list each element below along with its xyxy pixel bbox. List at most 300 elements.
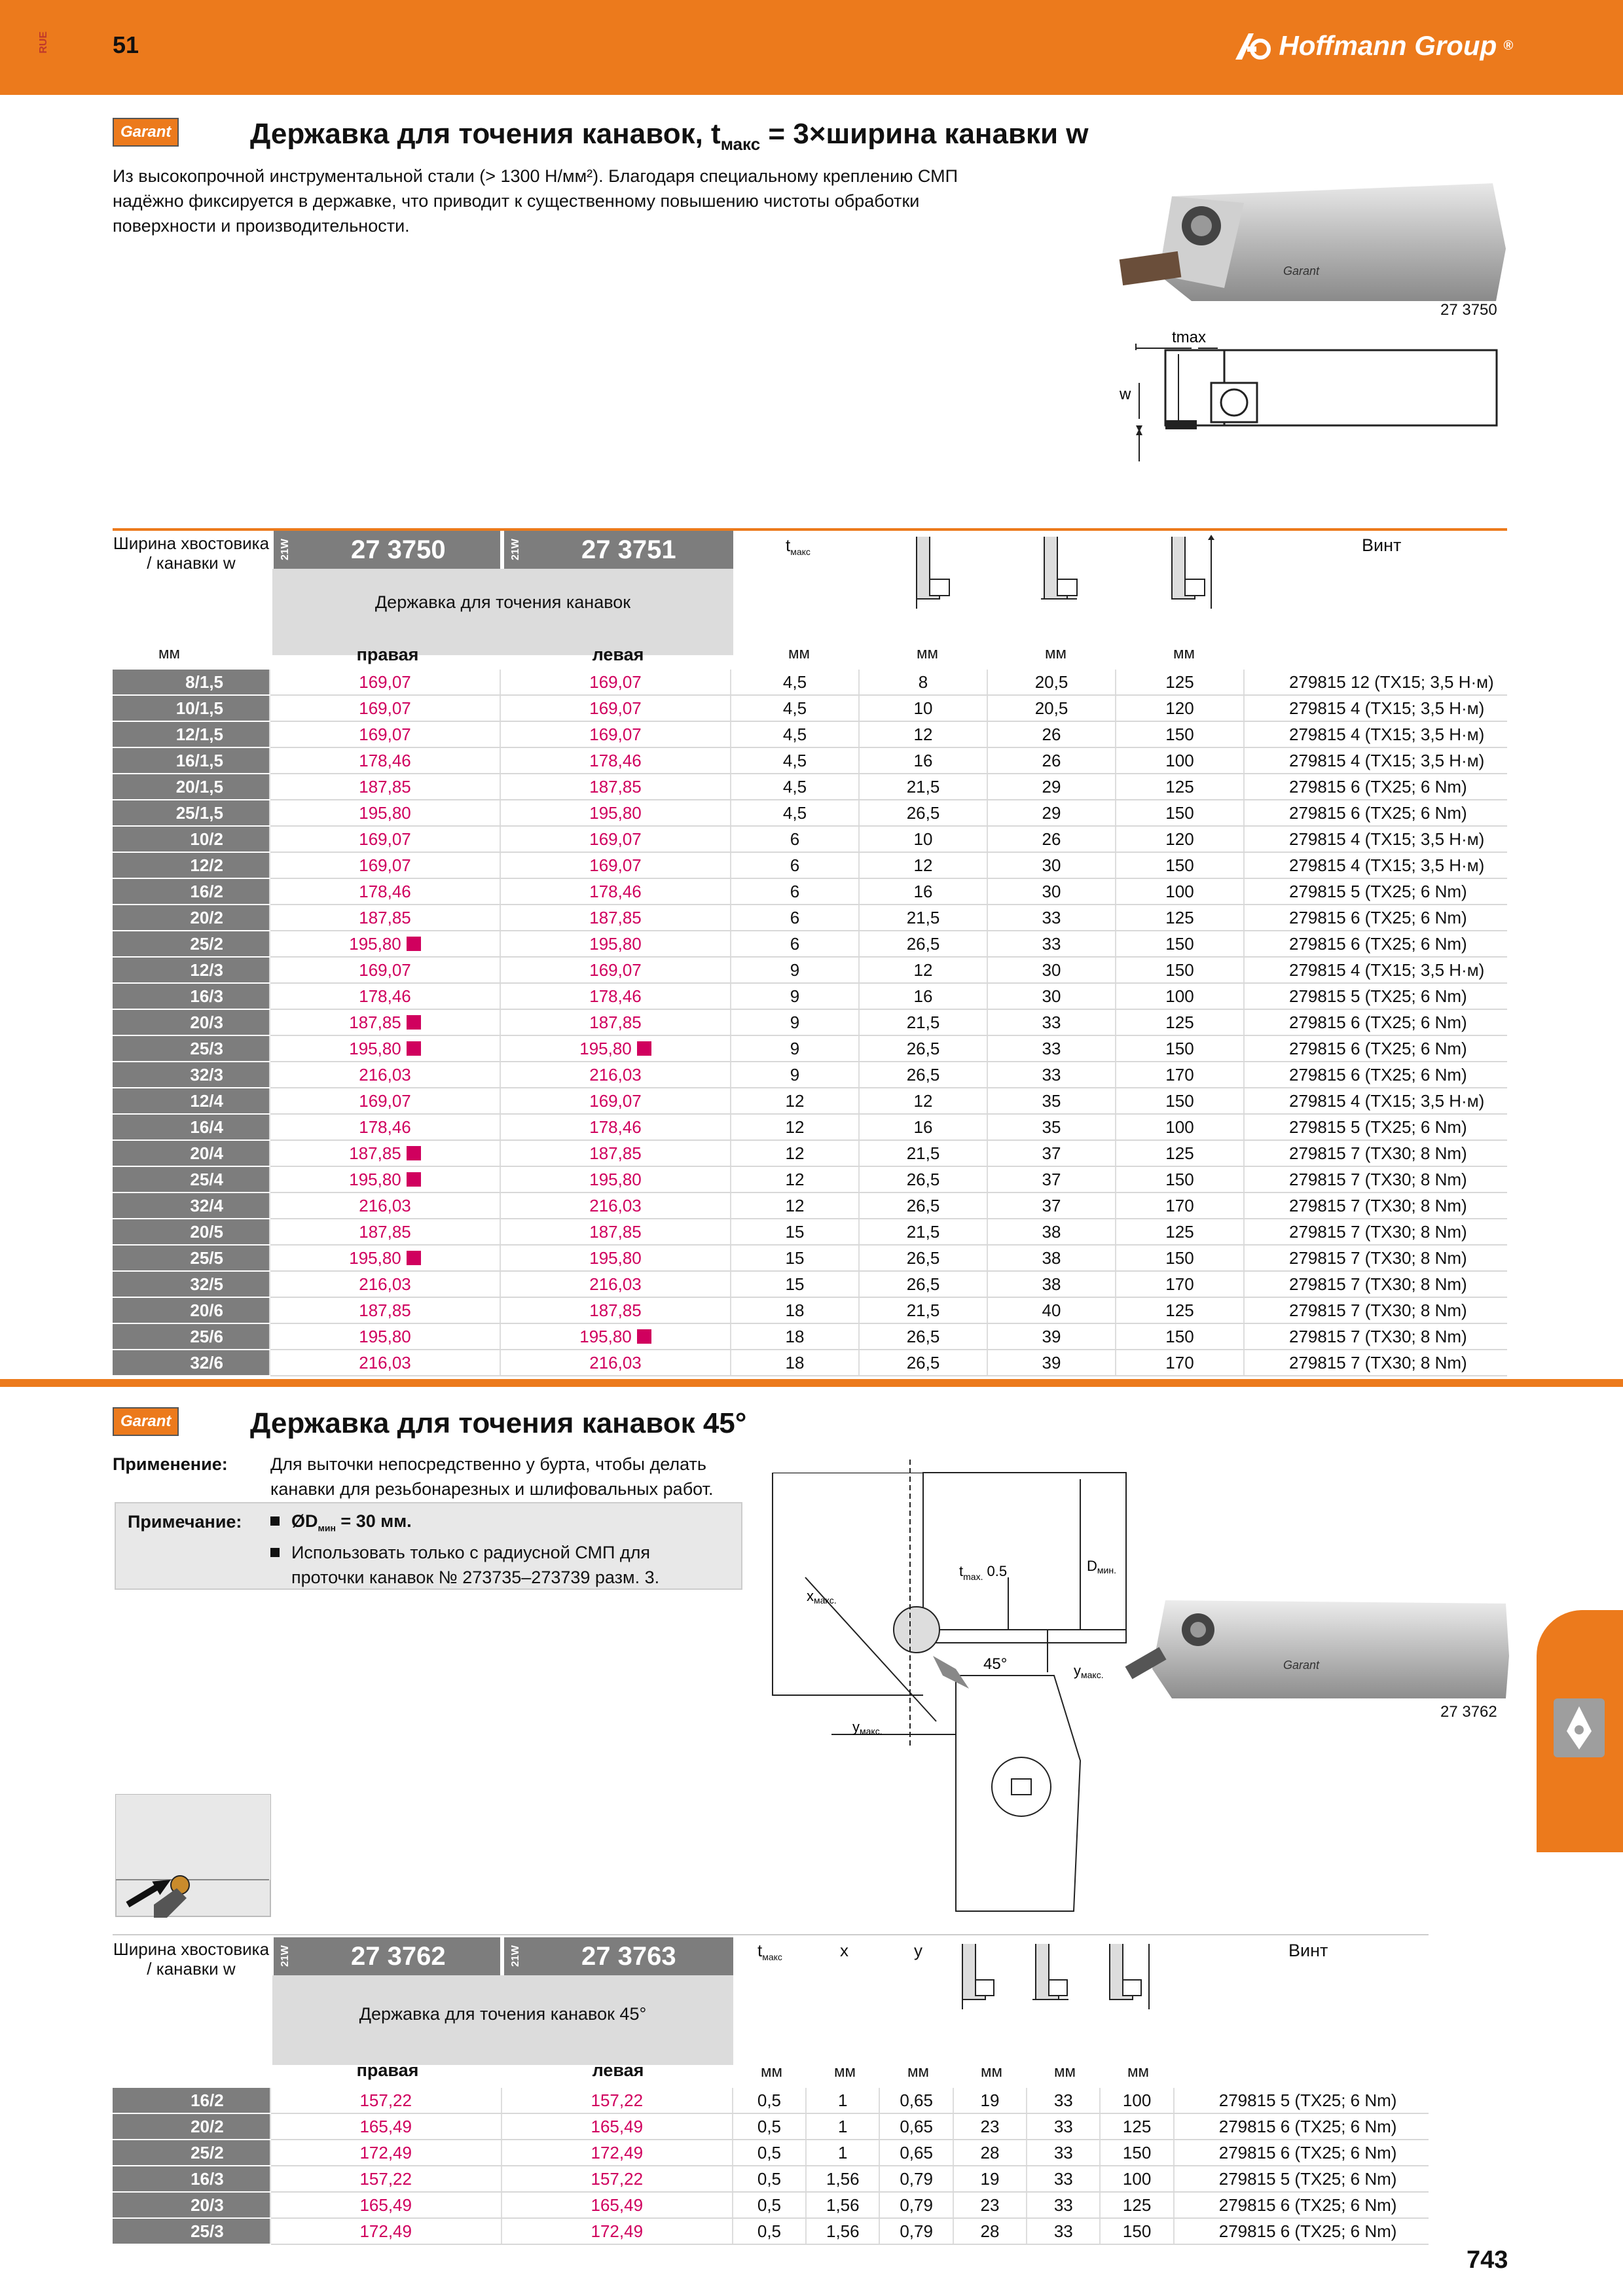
dim3-cell: 150 <box>1100 2140 1173 2166</box>
table1-code-right <box>272 531 500 569</box>
screw-cell: 279815 6 (TX25; 6 Nm) <box>1174 2218 1429 2244</box>
dim3-cell <box>1116 747 1244 774</box>
price-left-cell-value: 216,03 <box>589 1195 642 1215</box>
size-cell <box>113 983 270 1009</box>
table-row <box>113 1088 1507 1114</box>
screw-cell-value: 279815 5 (TX25; 6 Nm) <box>1289 881 1467 901</box>
table-row <box>113 747 1507 774</box>
dim3-cell-value: 170 <box>1165 1352 1194 1372</box>
price-left-cell <box>500 931 731 957</box>
size-cell-value: 20/1,5 <box>175 776 223 797</box>
price-left-cell <box>500 1009 731 1035</box>
dim-icon-2 <box>1038 533 1090 612</box>
dim1-cell-value: 12 <box>913 724 933 744</box>
screw-cell <box>1244 1297 1507 1323</box>
screw-cell: 279815 6 (TX25; 6 Nm) <box>1174 2140 1429 2166</box>
dim1-cell <box>859 1009 987 1035</box>
tmax-cell <box>731 826 859 852</box>
dim1-cell <box>859 1114 987 1140</box>
size-cell: 16/3 <box>113 2166 270 2192</box>
price-left-cell-value: 187,85 <box>589 1300 642 1320</box>
left-label: левая <box>592 645 644 664</box>
dim2-cell <box>987 1323 1116 1350</box>
screw-cell <box>1244 721 1507 747</box>
tmax-cell-value: 4,5 <box>782 776 807 797</box>
price-right-cell-value: 169,07 <box>359 829 411 849</box>
dim2-cell-value: 30 <box>1042 986 1061 1006</box>
table-row <box>113 1219 1507 1245</box>
dim1-cell-value: 16 <box>913 1117 933 1137</box>
tmax-cell <box>731 1271 859 1297</box>
price-right-cell <box>270 800 500 826</box>
dim-icon-4 <box>956 1941 1008 2013</box>
unit2-d1: мм <box>981 2063 1002 2081</box>
size-cell-value: 25/6 <box>190 1326 223 1346</box>
dim1-cell-value: 12 <box>913 1090 933 1111</box>
size-cell <box>113 721 270 747</box>
table-row <box>113 1297 1507 1323</box>
dim-icon-3 <box>1165 533 1218 612</box>
dim3-cell <box>1116 774 1244 800</box>
right-label-2: правая <box>356 2060 419 2080</box>
size-cell <box>113 957 270 983</box>
price-left-cell <box>500 1297 731 1323</box>
tmax-cell <box>731 1166 859 1193</box>
dim3-cell-value: 125 <box>1165 776 1194 797</box>
price-right-cell <box>270 957 500 983</box>
price-right-cell <box>270 670 500 695</box>
tmax-label-2: $t_{max.}$ 0.5 <box>959 1563 1008 1582</box>
dim3-cell <box>1116 1245 1244 1271</box>
size-cell <box>113 1271 270 1297</box>
screw-cell-value: 279815 4 (TX15; 3,5 Н·м) <box>1289 829 1485 849</box>
screw-cell <box>1244 774 1507 800</box>
price-left-cell: 165,49 <box>501 2192 733 2218</box>
dim2-cell: 33 <box>1027 2166 1100 2192</box>
screw-cell-value: 279815 6 (TX25; 6 Nm) <box>1289 907 1467 927</box>
price-right-cell-value: 187,85 <box>359 1221 411 1242</box>
x-cell: 1,56 <box>806 2218 879 2244</box>
dim1-cell <box>859 1088 987 1114</box>
size-cell <box>113 826 270 852</box>
table-row <box>113 2140 1429 2166</box>
screw-cell <box>1244 1271 1507 1297</box>
y-cell: 0,65 <box>879 2140 953 2166</box>
price-right-cell <box>270 1114 500 1140</box>
dim1-cell: 28 <box>953 2140 1027 2166</box>
screw-cell-value: 279815 7 (TX30; 8 Nm) <box>1289 1300 1467 1320</box>
dim2-cell-value: 30 <box>1042 881 1061 901</box>
screw-cell <box>1244 1009 1507 1035</box>
dim3-cell <box>1116 695 1244 721</box>
dim1-cell <box>859 905 987 931</box>
price-right-cell <box>270 878 500 905</box>
price-right-cell-value: 195,80 <box>349 933 401 954</box>
dim1-cell <box>859 670 987 695</box>
code-prefix-2: 21W <box>272 1937 297 1975</box>
screw-cell-value: 279815 6 (TX25; 6 Nm) <box>1289 933 1467 954</box>
size-cell-value: 10/1,5 <box>175 698 223 718</box>
price-left-cell <box>500 747 731 774</box>
price-left-cell-value: 216,03 <box>589 1352 642 1372</box>
dim3-cell-value: 125 <box>1165 1300 1194 1320</box>
size-cell-value: 12/4 <box>190 1090 223 1111</box>
dim3-cell-value: 125 <box>1165 672 1194 692</box>
screw-cell-value: 279815 6 (TX25; 6 Nm) <box>1289 1038 1467 1058</box>
dim3-cell <box>1116 983 1244 1009</box>
screw-cell <box>1244 1166 1507 1193</box>
price-right-cell-value: 195,80 <box>349 1247 401 1268</box>
tmax-cell-value: 6 <box>790 829 800 849</box>
size-cell <box>113 1009 270 1035</box>
price-left-cell <box>500 1114 731 1140</box>
size-cell <box>113 878 270 905</box>
side-tab[interactable] <box>1537 1610 1623 1852</box>
size-cell <box>113 1350 270 1376</box>
price-right-cell <box>270 1009 500 1035</box>
dim1-cell-value: 12 <box>913 960 933 980</box>
price-left-cell-value: 169,07 <box>589 855 642 875</box>
price-right-cell: 172,49 <box>270 2140 501 2166</box>
table1-size-header: Ширина хвостовика / канавки w <box>113 533 270 573</box>
x-cell: 1,56 <box>806 2192 879 2218</box>
application-line-1: Для выточки непосредственно у бурта, чтобы делать <box>270 1454 706 1474</box>
price-left-cell-value: 187,85 <box>589 1143 642 1163</box>
table-row <box>113 800 1507 826</box>
price-left-cell <box>500 800 731 826</box>
dim3-cell <box>1116 852 1244 878</box>
price-right-cell <box>270 1140 500 1166</box>
tmax-cell-value: 4,5 <box>782 724 807 744</box>
price-left-cell <box>500 1271 731 1297</box>
dim3-cell <box>1116 1219 1244 1245</box>
y-header: y <box>914 1941 922 1960</box>
stock-marker-icon <box>637 1041 651 1056</box>
tmax-cell-value: 12 <box>785 1117 805 1137</box>
size-cell-value: 16/3 <box>190 986 223 1006</box>
table-row <box>113 721 1507 747</box>
size-cell <box>113 800 270 826</box>
dim2-cell <box>987 1350 1116 1376</box>
price-right-cell-value: 187,85 <box>359 776 411 797</box>
dim2-cell <box>987 721 1116 747</box>
screw-cell <box>1244 852 1507 878</box>
price-left-cell-value: 178,46 <box>589 1117 642 1137</box>
note-2-line-1: Использовать только с радиусной СМП для <box>291 1543 651 1563</box>
dim1-cell <box>859 1140 987 1166</box>
price-left-cell <box>500 983 731 1009</box>
screw-header: Винт <box>1362 535 1402 555</box>
price-right-cell <box>270 1271 500 1297</box>
dim1-cell-value: 10 <box>913 698 933 718</box>
tmax-header-sub: макс <box>790 547 811 558</box>
screw-cell-value: 279815 6 (TX25; 6 Nm) <box>1289 1064 1467 1085</box>
table-row <box>113 1323 1507 1350</box>
screw-cell-value: 279815 6 (TX25; 6 Nm) <box>1289 1012 1467 1032</box>
table-row <box>113 1350 1507 1376</box>
screw-cell <box>1244 1323 1507 1350</box>
size-cell <box>113 774 270 800</box>
photo1-code: 27 3750 <box>1440 301 1497 319</box>
y-cell: 0,65 <box>879 2113 953 2140</box>
table2-band-label: Державка для точения канавок 45° <box>359 2004 647 2024</box>
dim2-cell-value: 30 <box>1042 960 1061 980</box>
dim2-cell: 33 <box>1027 2218 1100 2244</box>
angle-label: 45° <box>983 1655 1008 1673</box>
code-right-number-2: 27 3762 <box>351 1942 446 1971</box>
svg-text:Garant: Garant <box>1283 264 1320 278</box>
garant-logo-2 <box>113 1407 179 1436</box>
dim1-cell-value: 21,5 <box>906 1012 940 1032</box>
unit-d2: мм <box>1045 645 1067 662</box>
screw-cell <box>1244 670 1507 695</box>
dim2-cell <box>987 695 1116 721</box>
tmax-header <box>786 535 811 557</box>
tmax-cell-value: 9 <box>790 986 800 1006</box>
price-right-cell: 157,22 <box>270 2088 501 2113</box>
price-left-cell-value: 169,07 <box>589 672 642 692</box>
dim2-cell <box>987 1140 1116 1166</box>
dim2-cell-value: 35 <box>1042 1090 1061 1111</box>
size-cell-value: 32/5 <box>190 1274 223 1294</box>
dim2-cell-value: 38 <box>1042 1221 1061 1242</box>
dim3-cell <box>1116 1323 1244 1350</box>
dim2-cell <box>987 852 1116 878</box>
dim2-cell <box>987 1245 1116 1271</box>
dim3-cell <box>1116 1193 1244 1219</box>
dim3-cell-value: 150 <box>1165 1169 1194 1189</box>
section1-description: Из высокопрочной инструментальной стали (> 1300 Н/мм²). Благодаря специальному креплению СМП надёжно фиксируется в державке, что приводит к существенному повышению чистоты обработки поверхности и производительности. <box>113 166 958 236</box>
dim2-cell-value: 37 <box>1042 1143 1061 1163</box>
screw-cell-value: 279815 7 (TX30; 8 Nm) <box>1289 1274 1467 1294</box>
dim2-cell-value: 33 <box>1042 1038 1061 1058</box>
dim2-cell-value: 33 <box>1042 1064 1061 1085</box>
dim3-cell-value: 100 <box>1165 1117 1194 1137</box>
dim2-cell-value: 20,5 <box>1034 698 1068 718</box>
price-right-cell <box>270 1297 500 1323</box>
price-left-cell: 157,22 <box>501 2088 733 2113</box>
tmax-cell <box>731 1297 859 1323</box>
dim1-cell-value: 21,5 <box>906 1300 940 1320</box>
dim3-cell: 125 <box>1100 2192 1173 2218</box>
price-left-cell-value: 169,07 <box>589 829 642 849</box>
dim2-cell: 33 <box>1027 2088 1100 2113</box>
tmax-cell <box>731 1062 859 1088</box>
turning-tool-icon <box>1554 1698 1605 1757</box>
dim1-cell <box>859 1219 987 1245</box>
dim1-cell-value: 16 <box>913 750 933 770</box>
table-row <box>113 670 1507 695</box>
price-right-cell-value: 178,46 <box>359 881 411 901</box>
dim1-cell-value: 21,5 <box>906 907 940 927</box>
dim1-cell-value: 26,5 <box>906 933 940 954</box>
dim2-cell <box>987 957 1116 983</box>
screw-cell-value: 279815 4 (TX15; 3,5 Н·м) <box>1289 724 1485 744</box>
size-cell <box>113 1297 270 1323</box>
dim3-cell-value: 125 <box>1165 1012 1194 1032</box>
table-row <box>113 2113 1429 2140</box>
tmax-header-t: t <box>786 535 791 555</box>
screw-cell-value: 279815 4 (TX15; 3,5 Н·м) <box>1289 750 1485 770</box>
dim3-cell-value: 100 <box>1165 881 1194 901</box>
price-right-cell-value: 187,85 <box>349 1143 401 1163</box>
screw-cell <box>1244 1193 1507 1219</box>
application-label: Применение: <box>113 1454 228 1474</box>
price-right-cell <box>270 905 500 931</box>
tmax-header-2 <box>757 1941 782 1962</box>
price-left-cell-value: 169,07 <box>589 960 642 980</box>
dim2-cell <box>987 774 1116 800</box>
dim1-cell <box>859 957 987 983</box>
price-right-cell <box>270 1166 500 1193</box>
section1-title <box>250 118 1089 154</box>
code-prefix: 21W <box>272 531 297 569</box>
size-cell <box>113 1062 270 1088</box>
screw-cell <box>1244 1035 1507 1062</box>
tmax-cell-value: 9 <box>790 1064 800 1085</box>
price-left-cell-value: 195,80 <box>579 1038 632 1058</box>
price-right-cell <box>270 826 500 852</box>
table-row <box>113 905 1507 931</box>
code-left-number: 27 3751 <box>581 535 676 564</box>
price-left-cell <box>500 774 731 800</box>
price-right-cell <box>270 852 500 878</box>
tmax-cell <box>731 1088 859 1114</box>
price-left-cell-value: 187,85 <box>589 1221 642 1242</box>
stock-marker-icon <box>407 1251 421 1265</box>
size-cell-value: 20/4 <box>190 1143 223 1163</box>
unit-tmax: мм <box>788 645 810 662</box>
y-cell: 0,65 <box>879 2088 953 2113</box>
screw-cell <box>1244 878 1507 905</box>
dim1-cell: 28 <box>953 2218 1027 2244</box>
tmax-cell-value: 12 <box>785 1169 805 1189</box>
dim1-cell <box>859 852 987 878</box>
section1-title-sub: макс <box>720 134 761 154</box>
dim2-cell-value: 26 <box>1042 829 1061 849</box>
dim3-cell-value: 120 <box>1165 829 1194 849</box>
dim1-cell-value: 16 <box>913 881 933 901</box>
tmax-cell <box>731 1009 859 1035</box>
size-cell-value: 20/6 <box>190 1300 223 1320</box>
ymax-label-bottom: yмакс. <box>852 1719 883 1736</box>
dim2-cell <box>987 1035 1116 1062</box>
size-cell: 25/2 <box>113 2140 270 2166</box>
application-text <box>270 1452 755 1501</box>
tmax-cell-value: 12 <box>785 1143 805 1163</box>
dim1-cell <box>859 1062 987 1088</box>
ymax-label-right: yмакс. <box>1074 1662 1104 1680</box>
screw-cell <box>1244 957 1507 983</box>
dim3-cell <box>1116 931 1244 957</box>
size-cell-value: 32/6 <box>190 1352 223 1372</box>
dim1-cell: 19 <box>953 2166 1027 2192</box>
y-cell: 0,79 <box>879 2218 953 2244</box>
x-cell: 1 <box>806 2140 879 2166</box>
dim2-cell-value: 39 <box>1042 1326 1061 1346</box>
dmin-label: Dмин. <box>1087 1558 1116 1575</box>
note-item-2 <box>270 1540 742 1565</box>
price-left-cell <box>500 721 731 747</box>
price-right-cell-value: 195,80 <box>359 1326 411 1346</box>
price-right-cell-value: 187,85 <box>359 1300 411 1320</box>
size-cell <box>113 1114 270 1140</box>
price-left-cell <box>500 1350 731 1376</box>
price-right-cell-value: 216,03 <box>359 1274 411 1294</box>
dim1-cell-value: 16 <box>913 986 933 1006</box>
dim1-cell-value: 26,5 <box>906 1064 940 1085</box>
dim3-cell-value: 150 <box>1165 1326 1194 1346</box>
dim3-cell <box>1116 1350 1244 1376</box>
screw-cell <box>1244 1062 1507 1088</box>
table2-unit-row <box>113 2063 1429 2087</box>
table-row <box>113 1009 1507 1035</box>
dim2-cell <box>987 1297 1116 1323</box>
dim3-cell-value: 170 <box>1165 1274 1194 1294</box>
dim3-cell-value: 150 <box>1165 855 1194 875</box>
table-row <box>113 1062 1507 1088</box>
dim3-cell <box>1116 1271 1244 1297</box>
tmax-cell <box>731 878 859 905</box>
tmax-cell <box>731 721 859 747</box>
note-item-1 <box>270 1509 742 1540</box>
screw-cell-value: 279815 5 (TX25; 6 Nm) <box>1289 986 1467 1006</box>
table-row <box>113 931 1507 957</box>
screw-cell <box>1244 983 1507 1009</box>
table-row <box>113 2192 1429 2218</box>
dim2-cell-value: 33 <box>1042 933 1061 954</box>
note-2-line-2: проточки канавок № 273735–273739 разм. 3. <box>291 1568 660 1588</box>
price-left-cell-value: 178,46 <box>589 750 642 770</box>
dim2-cell-value: 40 <box>1042 1300 1061 1320</box>
size-cell: 25/3 <box>113 2218 270 2244</box>
dim1-cell <box>859 826 987 852</box>
product-table-2 <box>113 2088 1429 2245</box>
dim3-cell-value: 150 <box>1165 1247 1194 1268</box>
garant-logo <box>113 118 179 147</box>
tmax-cell <box>731 800 859 826</box>
screw-cell: 279815 5 (TX25; 6 Nm) <box>1174 2166 1429 2192</box>
price-right-cell <box>270 983 500 1009</box>
price-right-cell-value: 216,03 <box>359 1352 411 1372</box>
dim3-cell: 100 <box>1100 2088 1173 2113</box>
tmax-cell-value: 15 <box>785 1221 805 1242</box>
table2-code-left <box>503 1937 733 1975</box>
stock-marker-icon <box>407 937 421 951</box>
price-right-cell-value: 169,07 <box>359 698 411 718</box>
page-header <box>0 0 1623 95</box>
screw-cell <box>1244 1245 1507 1271</box>
screw-cell <box>1244 1350 1507 1376</box>
dim1-cell-value: 26,5 <box>906 1169 940 1189</box>
dim3-cell <box>1116 905 1244 931</box>
tmax-cell <box>731 747 859 774</box>
dim3-cell: 150 <box>1100 2218 1173 2244</box>
dim3-cell-value: 170 <box>1165 1064 1194 1085</box>
price-right-cell <box>270 774 500 800</box>
screw-cell-value: 279815 4 (TX15; 3,5 Н·м) <box>1289 960 1485 980</box>
dim1-cell-value: 21,5 <box>906 776 940 797</box>
size-cell-value: 16/4 <box>190 1117 223 1137</box>
dim1-cell: 23 <box>953 2192 1027 2218</box>
stock-marker-icon <box>407 1015 421 1030</box>
tmax-cell-value: 18 <box>785 1352 805 1372</box>
screw-cell: 279815 5 (TX25; 6 Nm) <box>1174 2088 1429 2113</box>
tmax-cell: 0,5 <box>733 2113 806 2140</box>
unit2-d2: мм <box>1054 2063 1076 2081</box>
price-right-cell-value: 169,07 <box>359 960 411 980</box>
price-right-cell-value: 178,46 <box>359 1117 411 1137</box>
